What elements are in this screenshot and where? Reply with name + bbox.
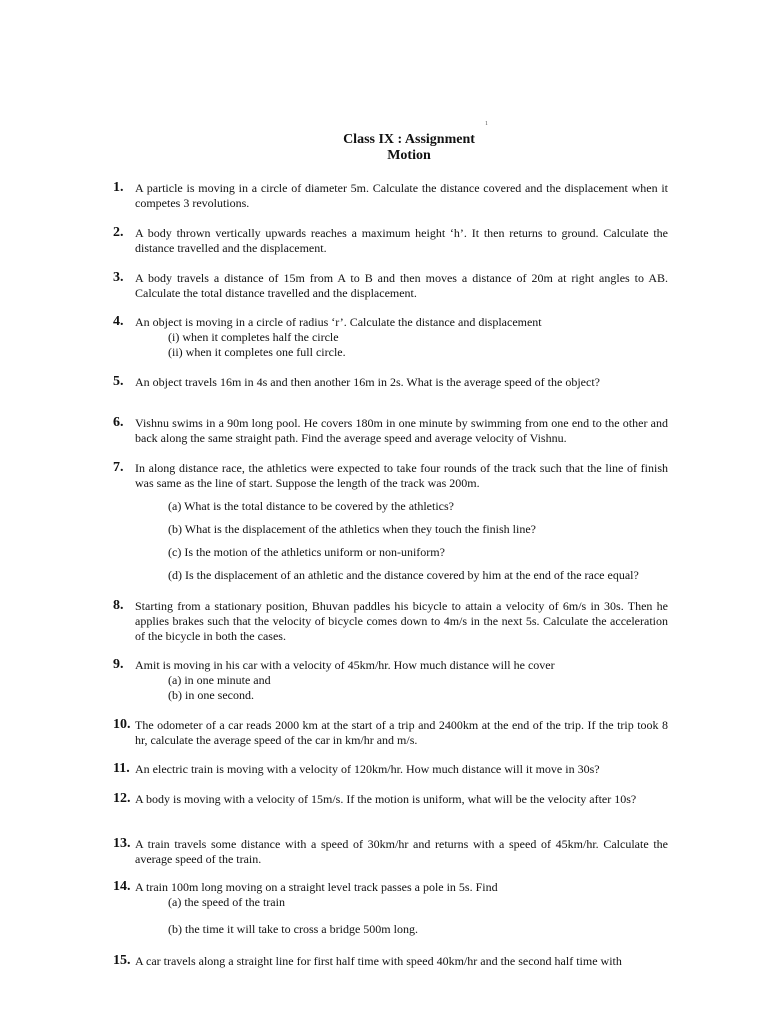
question-number: 12. xyxy=(113,791,131,806)
question-text: A body is moving with a velocity of 15m/s. If the motion is uniform, what will be the velocity after 10s? xyxy=(135,792,637,806)
question-text xyxy=(135,461,668,583)
question-text xyxy=(135,880,668,937)
question-number: 9. xyxy=(113,657,124,672)
question-number: 14. xyxy=(113,879,131,894)
question-8 xyxy=(113,599,668,644)
question-text: An object travels 16m in 4s and then another 16m in 2s. What is the average speed of the object? xyxy=(135,375,600,389)
question-11 xyxy=(113,762,668,777)
question-10 xyxy=(113,718,668,748)
question-text: A body travels a distance of 15m from A to B and then moves a distance of 20m at right angles to AB. Calculate the total distance travelled and the displacement. xyxy=(135,271,668,300)
question-9 xyxy=(113,658,668,703)
question-3 xyxy=(113,271,668,301)
page-title: Class IX : Assignment xyxy=(343,132,475,147)
question-number: 13. xyxy=(113,836,131,851)
sub-question: (i) when it completes half the circle xyxy=(168,330,339,344)
question-stem: In along distance race, the athletics were expected to take four rounds of the track such that the line of finish was same as the line of start. Suppose the length of the track was 200m. xyxy=(135,461,668,490)
question-number: 7. xyxy=(113,460,124,475)
sub-question: (b) What is the displacement of the athletics when they touch the finish line? xyxy=(168,522,537,536)
sub-question: (a) What is the total distance to be covered by the athletics? xyxy=(168,499,455,513)
question-2 xyxy=(113,226,668,256)
question-text: A particle is moving in a circle of diameter 5m. Calculate the distance covered and the displacement when it competes 3 revolutions. xyxy=(135,181,668,210)
sub-question: (b) the time it will take to cross a bridge 500m long. xyxy=(168,922,418,936)
question-15 xyxy=(113,954,668,969)
question-stem: A train 100m long moving on a straight level track passes a pole in 5s. Find xyxy=(135,880,498,894)
question-13 xyxy=(113,837,668,867)
title-block xyxy=(0,132,768,164)
page-mark: 1 xyxy=(485,121,488,127)
question-1 xyxy=(113,181,668,211)
sub-question: (a) the speed of the train xyxy=(168,895,285,909)
question-7 xyxy=(113,461,668,583)
question-text xyxy=(135,658,668,703)
question-text: A car travels along a straight line for first half time with speed 40km/hr and the second half time with xyxy=(135,954,622,968)
sub-question: (c) Is the motion of the athletics uniform or non-uniform? xyxy=(168,545,445,559)
question-text: The odometer of a car reads 2000 km at the start of a trip and 2400km at the end of the trip. If the trip took 8 hr, calculate the average speed of the car in km/hr and m/s. xyxy=(135,718,668,747)
question-number: 11. xyxy=(113,761,130,776)
question-stem: An object is moving in a circle of radius ‘r’. Calculate the distance and displacement xyxy=(135,315,542,329)
question-text: A body thrown vertically upwards reaches a maximum height ‘h’. It then returns to ground. Calculate the distance travelled and the displacement. xyxy=(135,226,668,255)
question-5 xyxy=(113,375,668,390)
question-stem: Amit is moving in his car with a velocity of 45km/hr. How much distance will he cover xyxy=(135,658,555,672)
question-text xyxy=(135,315,668,360)
question-number: 15. xyxy=(113,953,131,968)
question-number: 8. xyxy=(113,598,124,613)
sub-question: (b) in one second. xyxy=(168,688,254,702)
question-text: A train travels some distance with a speed of 30km/hr and returns with a speed of 45km/hr. Calculate the average speed of the train. xyxy=(135,837,668,866)
question-14 xyxy=(113,880,668,937)
question-number: 3. xyxy=(113,270,124,285)
question-number: 6. xyxy=(113,415,124,430)
sub-question: (d) Is the displacement of an athletic and the distance covered by him at the end of the race equal? xyxy=(168,568,639,582)
sub-question: (ii) when it completes one full circle. xyxy=(168,345,346,359)
question-number: 5. xyxy=(113,374,124,389)
question-number: 10. xyxy=(113,717,131,732)
question-text: An electric train is moving with a velocity of 120km/hr. How much distance will it move in 30s? xyxy=(135,762,600,776)
question-number: 2. xyxy=(113,225,124,240)
question-number: 1. xyxy=(113,180,124,195)
question-text: Vishnu swims in a 90m long pool. He covers 180m in one minute by swimming from one end to the other and back along the same straight path. Find the average speed and average velocity of Vishnu. xyxy=(135,416,668,445)
sub-question: (a) in one minute and xyxy=(168,673,271,687)
question-text: Starting from a stationary position, Bhuvan paddles his bicycle to attain a velocity of 6m/s in 30s. Then he applies brakes such that the velocity of bicycle comes down to 4m/s in the next 5s. Calculate the acceleration of the bicycle in both the cases. xyxy=(135,599,668,643)
question-4 xyxy=(113,315,668,360)
question-number: 4. xyxy=(113,314,124,329)
question-12 xyxy=(113,792,668,807)
page-subtitle: Motion xyxy=(387,148,431,163)
question-6 xyxy=(113,416,668,446)
